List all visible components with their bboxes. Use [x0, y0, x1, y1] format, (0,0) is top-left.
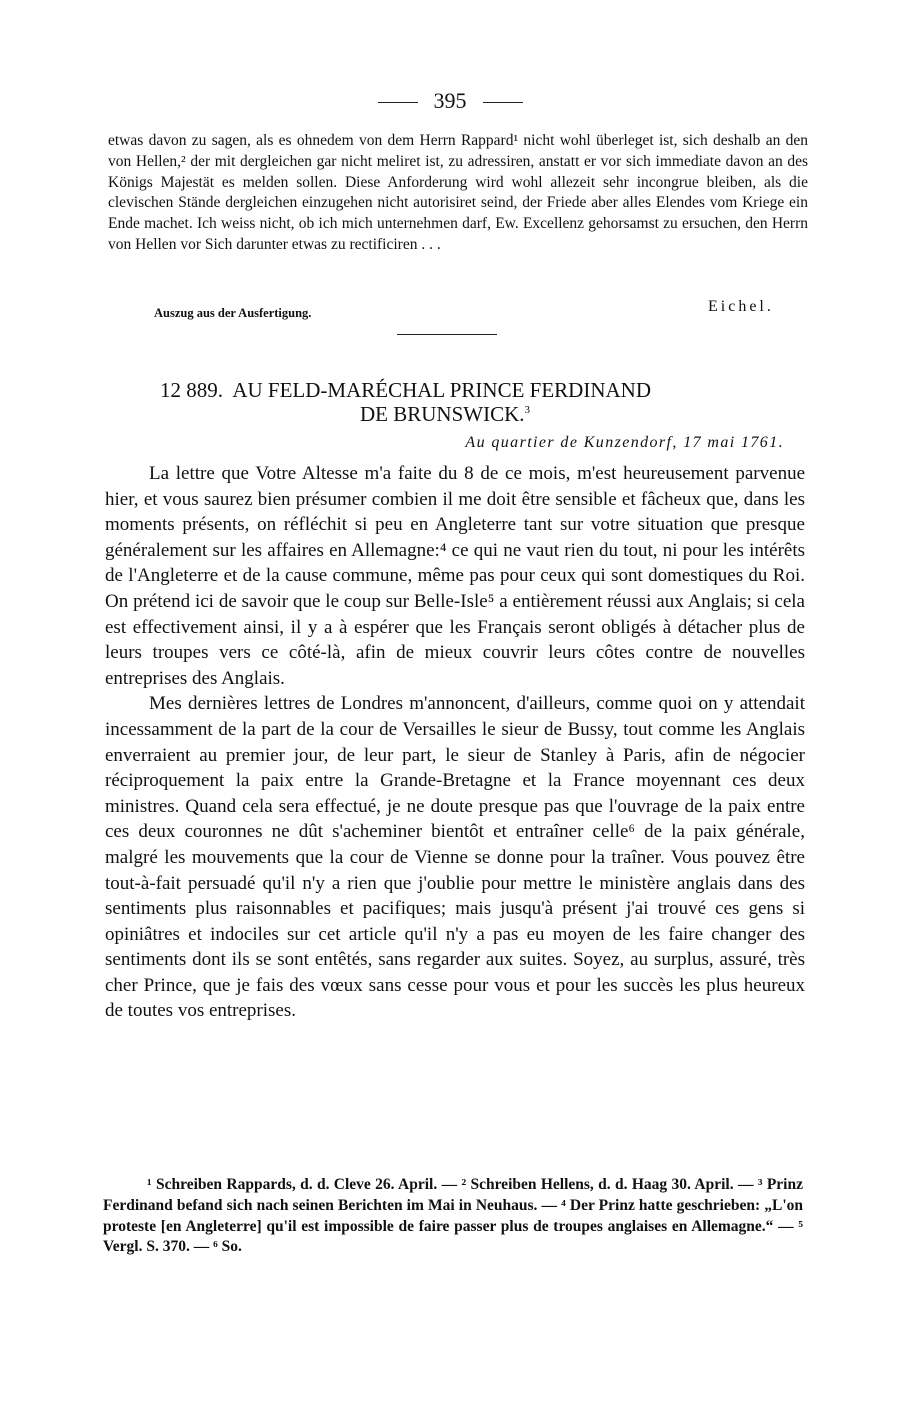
- header-dash-right: [483, 102, 523, 103]
- previous-letter-ending: [108, 131, 808, 256]
- title-footnote-mark: 3: [524, 404, 531, 416]
- letter-paragraph-2: Mes dernières lettres de Londres m'annoncent, d'ailleurs, comme quoi on y attendait incessamment de la part de la cour de Versailles le sieur de Bussy, tout comme les Anglais enverraient au premier jour, de leur part, le sieur de Stanley à Paris, afin de négocier réciproquement la paix entre la Grande-Bretagne et la France moyennant ces deux ministres. Quand cela sera effectué, je ne doute presque pas que l'ouvrage de la paix entre ces deux couronnes ne dût s'acheminer bientôt et entraîner celle⁶ de la paix générale, malgré les mouvements que la cour de Vienne se donne pour la traîner. Vous pouvez être tout-à-fait persuadé qu'il n'y a rien que j'oublie pour mettre le ministère anglais dans des sentiments plus raisonnables et pacifiques; mais jusqu'à présent j'ai trouvé ces gens si opiniâtres et indociles sur cet article qu'il n'y a pas eu moyen de les faire changer des sentiments dont ils se sont entêtés, sans regarder aux suites. Soyez, au surplus, assuré, très cher Prince, que je fais des vœux sans cesse pour vous et pour les succès les plus heureux de toutes vos entreprises.: [105, 693, 805, 1022]
- footnotes-text: ¹ Schreiben Rappards, d. d. Cleve 26. April. — ² Schreiben Hellens, d. d. Haag 30. April. — ³ Prinz Ferdinand befand sich nach seinen Berichten im Mai in Neuhaus. — ⁴ Der Prinz hatte geschrieben: „L'on proteste [en Angleterre] qu'il est impossible de faire passer plus de troupes anglaises en Allemagne.“ — ⁵ Vergl. S. 370. — ⁶ So.: [103, 1176, 803, 1256]
- section-divider: [397, 334, 497, 335]
- letter-body: [105, 461, 805, 1024]
- dateline: Au quartier de Kunzendorf, 17 mai 1761.: [465, 434, 784, 451]
- signature: Eichel.: [708, 298, 774, 315]
- header-dash-left: [378, 102, 418, 103]
- source-note: Auszug aus der Ausfertigung.: [154, 306, 312, 320]
- letter-paragraph-1: La lettre que Votre Altesse m'a faite du 8 de ce mois, m'est heureusement parvenue hier, et vous saurez bien présumer combien il me doit être sensible et fâcheux que, dans les moments présents, on réfléchit si peu en Angleterre tant sur votre situation que presque généralement sur les affaires en Allemagne:⁴ ce qui ne vaut rien du tout, ni pour les intérêts de l'Angleterre et de la cause commune, même pas pour ceux qui sont domestiques du Roi. On prétend ici de savoir que le coup sur Belle-Isle⁵ a entièrement réussi aux Anglais; si cela est effectivement ainsi, il y a à espérer que les Français seront obligés à détacher plus de leurs troupes vers ce côté-là, afin de mieux couvrir leurs côtes contre de nouvelles entreprises des Anglais.: [105, 463, 805, 689]
- previous-letter-text: etwas davon zu sagen, als es ohnedem von dem Herrn Rappard¹ nicht wohl überleget ist, sich deshalb an den von Hellen,² der mit dergleichen gar nicht meliret ist, zu adressiren, anstatt er vor sich immediate davon an des Königs Majestät es melden sollen. Diese Anforderung wird wohl allezeit sehr incongrue bleiben, als die clevischen Stände dergleichen einzugehen nicht autorisiret seind, der Friede aber alles Elendes vom Kriege ein Ende machet. Ich weiss nicht, ob ich mich unternehmen darf, Ew. Excellenz gehorsamst zu ersuchen, den Herrn von Hellen vor Sich darunter etwas zu rectificiren . . .: [108, 132, 808, 253]
- letter-title-line2: DE BRUNSWICK.: [360, 402, 525, 426]
- page-number-header: [0, 88, 900, 114]
- letter-title-line1: AU FELD-MARÉCHAL PRINCE FERDINAND: [232, 378, 651, 402]
- footnotes: [103, 1175, 803, 1258]
- page-number: 395: [433, 88, 467, 113]
- letter-heading: [160, 378, 760, 426]
- letter-heading-line2: [160, 402, 760, 426]
- letter-heading-line1: [160, 378, 760, 402]
- letter-number: 12 889.: [160, 378, 223, 402]
